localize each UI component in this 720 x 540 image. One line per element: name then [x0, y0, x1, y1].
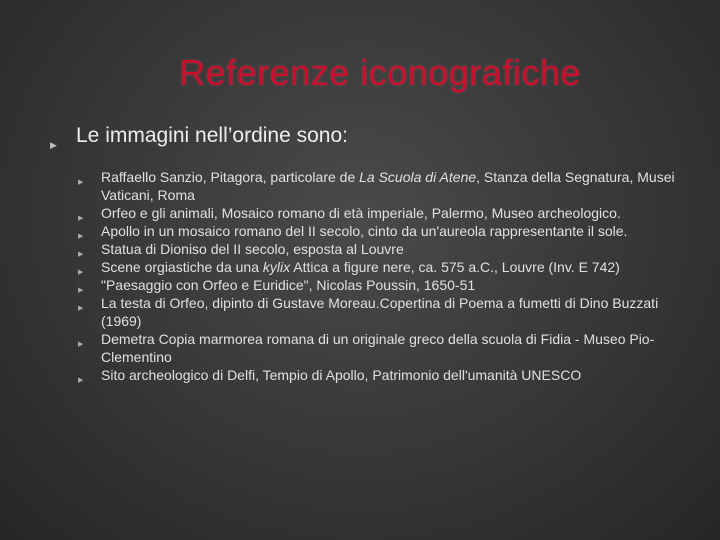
item-italic: La Scuola di Atene	[359, 169, 477, 185]
list-item	[78, 222, 678, 240]
list-item	[78, 294, 678, 330]
bullet-icon: ▶	[78, 287, 84, 294]
item-italic: kylix	[262, 259, 291, 275]
item-text: "Paesaggio con Orfeo e Euridice", Nicolas Poussin, 1650-51	[101, 277, 476, 293]
slide-title: Referenze iconografiche	[179, 52, 581, 93]
bullet-icon: ▶	[78, 251, 84, 258]
list-item	[78, 258, 678, 276]
item-text: Demetra Copia marmorea romana di un originale greco della scuola di Fidia - Museo Pio-Clementino	[101, 331, 655, 365]
slide-heading: Le immagini nell’ordine sono:	[76, 124, 348, 147]
reference-list	[78, 168, 678, 384]
item-text-end: Attica a figure nere, ca. 575 a.C., Louvre (Inv. E 742)	[290, 259, 620, 275]
bullet-icon: ▶	[78, 305, 84, 312]
list-item	[78, 240, 678, 258]
bullet-icon: ▶	[78, 215, 84, 222]
item-text: Raffaello Sanzio, Pitagora, particolare de	[101, 169, 360, 185]
list-item	[78, 366, 678, 384]
item-text: Sito archeologico di Delfi, Tempio di Apollo, Patrimonio dell'umanità UNESCO	[101, 367, 582, 383]
list-item	[78, 204, 678, 222]
bullet-icon: ▶	[78, 377, 84, 384]
item-text: Orfeo e gli animali, Mosaico romano di età imperiale, Palermo, Museo archeologico.	[101, 205, 621, 221]
list-item	[78, 330, 678, 366]
item-text: Statua di Dioniso del II secolo, esposta al Louvre	[101, 241, 404, 257]
bullet-icon: ▶	[50, 140, 57, 150]
bullet-icon: ▶	[78, 179, 84, 186]
item-text: La testa di Orfeo, dipinto di Gustave Moreau.Copertina di Poema a fumetti di Dino Buzzati (1969)	[101, 295, 659, 329]
bullet-icon: ▶	[78, 233, 84, 240]
bullet-icon: ▶	[78, 341, 84, 348]
item-text: Apollo in un mosaico romano del II secolo, cinto da un'aureola rappresentante il sole.	[101, 223, 628, 239]
bullet-icon: ▶	[78, 269, 84, 276]
list-item	[78, 276, 678, 294]
item-text: Scene orgiastiche da una	[101, 259, 263, 275]
list-item	[78, 168, 678, 204]
item-text-end: , Stanza della Segnatura, Musei Vaticani, Roma	[101, 169, 675, 203]
